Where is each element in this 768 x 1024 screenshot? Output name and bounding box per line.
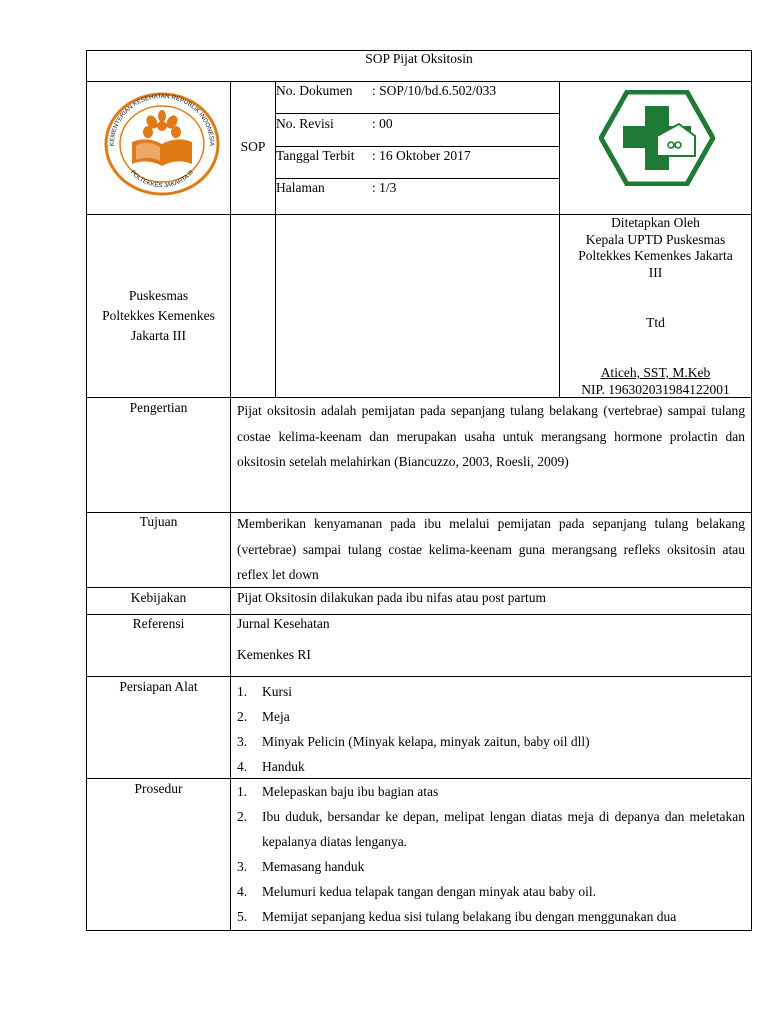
meta-value: : SOP/10/bd.6.502/033	[372, 83, 497, 98]
kemenkes-logo-icon	[104, 92, 220, 196]
ttd-label: Ttd	[646, 315, 665, 330]
meta-row-tanggal-terbit	[276, 148, 558, 176]
section-label-referensi: Referensi	[132, 616, 185, 631]
table-border-bottom	[86, 930, 752, 931]
institution-name	[87, 286, 230, 346]
ditetapkan-block	[560, 215, 751, 281]
list-item: 4. Handuk	[237, 759, 305, 774]
sop-label: SOP	[240, 139, 266, 154]
table-border-right	[751, 50, 752, 931]
institution-name-line: Puskesmas	[128, 288, 189, 303]
ditetapkan-line: III	[648, 264, 663, 280]
section-label-prosedur: Prosedur	[134, 781, 183, 796]
meta-value: : 16 Oktober 2017	[372, 148, 471, 163]
list-item: 1. Melepaskan baju ibu bagian atas	[237, 784, 439, 799]
prosedur-list	[237, 779, 745, 929]
persiapan-list	[237, 679, 745, 779]
section-label-tujuan: Tujuan	[139, 514, 178, 529]
meta-label: Halaman	[276, 180, 325, 195]
meta-label: No. Revisi	[276, 116, 334, 131]
list-item: 3. Minyak Pelicin (Minyak kelapa, minyak zaitun, baby oil dll)	[237, 734, 590, 749]
list-item: 3. Memasang handuk	[237, 859, 365, 874]
meta-row-line	[275, 113, 560, 114]
table-border-left	[86, 50, 87, 931]
meta-row-halaman	[276, 180, 558, 208]
section-text-pengertian: Pijat oksitosin adalah pemijatan pada sepanjang tulang belakang (vertebrae) sampai tulang costae kelima-keenam dan merupakan usaha untuk merangsang hormone prolactin dan oksitosin setelah melahirkan (Biancuzzo, 2003, Roesli, 2009)	[237, 403, 745, 469]
meta-row-no-revisi	[276, 116, 558, 144]
section-label-persiapan-alat: Persiapan Alat	[119, 679, 198, 694]
meta-value: : 1/3	[372, 180, 397, 195]
referensi-item: Kemenkes RI	[237, 647, 311, 662]
row-line	[86, 676, 752, 677]
meta-label: Tanggal Terbit	[276, 148, 355, 163]
ditetapkan-line: Ditetapkan Oleh	[611, 215, 700, 230]
list-item: 1. Kursi	[237, 684, 292, 699]
meta-value: : 00	[372, 116, 393, 131]
svg-text:POLTEKKES JAKARTA III: POLTEKKES JAKARTA III	[128, 168, 196, 190]
list-item: 2. Meja	[237, 709, 290, 724]
puskesmas-cross-icon	[599, 90, 715, 186]
meta-row-line	[275, 146, 560, 147]
institution-name-line: Jakarta III	[130, 328, 187, 343]
label-column-divider	[230, 81, 231, 931]
signer-name-text: Aticeh, SST, M.Keb	[600, 365, 711, 380]
institution-name-line: Poltekkes Kemenkes	[102, 308, 215, 323]
document-title: SOP Pijat Oksitosin	[365, 51, 473, 66]
section-text-tujuan: Memberikan kenyamanan pada ibu melalui pemijatan pada sepanjang tulang belakang (vertebrae) sampai tulang costae kelima-keenam guna merangsang refleks oksitosin atau reflex let down	[237, 516, 745, 582]
svg-text:KEMENTERIAN KESEHATAN REPUBLIK: KEMENTERIAN KESEHATAN REPUBLIK INDONESIA	[108, 92, 216, 147]
signer-nip: NIP. 196302031984122001	[581, 382, 730, 397]
list-item: 5. Memijat sepanjang kedua sisi tulang belakang ibu dengan menggunakan dua	[237, 909, 677, 924]
meta-label: No. Dokumen	[276, 83, 353, 98]
ditetapkan-line: Kepala UPTD Puskesmas	[585, 231, 726, 247]
title-divider	[86, 81, 752, 82]
section-text-kebijakan: Pijat Oksitosin dilakukan pada ibu nifas atau post partum	[237, 590, 546, 605]
meta-row-no-dokumen	[276, 83, 558, 111]
section-label-kebijakan: Kebijakan	[130, 590, 187, 605]
list-item: 2. Ibu duduk, bersandar ke depan, melipat lengan diatas meja di depanya dan meletakan kepalanya diatas lenganya.	[237, 809, 745, 849]
meta-row-line	[275, 178, 560, 179]
list-item: 4. Melumuri kedua telapak tangan dengan minyak atau baby oil.	[237, 884, 597, 899]
kemenkes-logo	[104, 92, 220, 196]
referensi-item: Jurnal Kesehatan	[237, 616, 330, 631]
ditetapkan-line: Poltekkes Kemenkes Jakarta	[578, 248, 733, 263]
row-line	[86, 614, 752, 615]
puskesmas-logo	[599, 90, 715, 186]
signer-name	[560, 365, 751, 381]
section-label-pengertian: Pengertian	[129, 400, 188, 415]
